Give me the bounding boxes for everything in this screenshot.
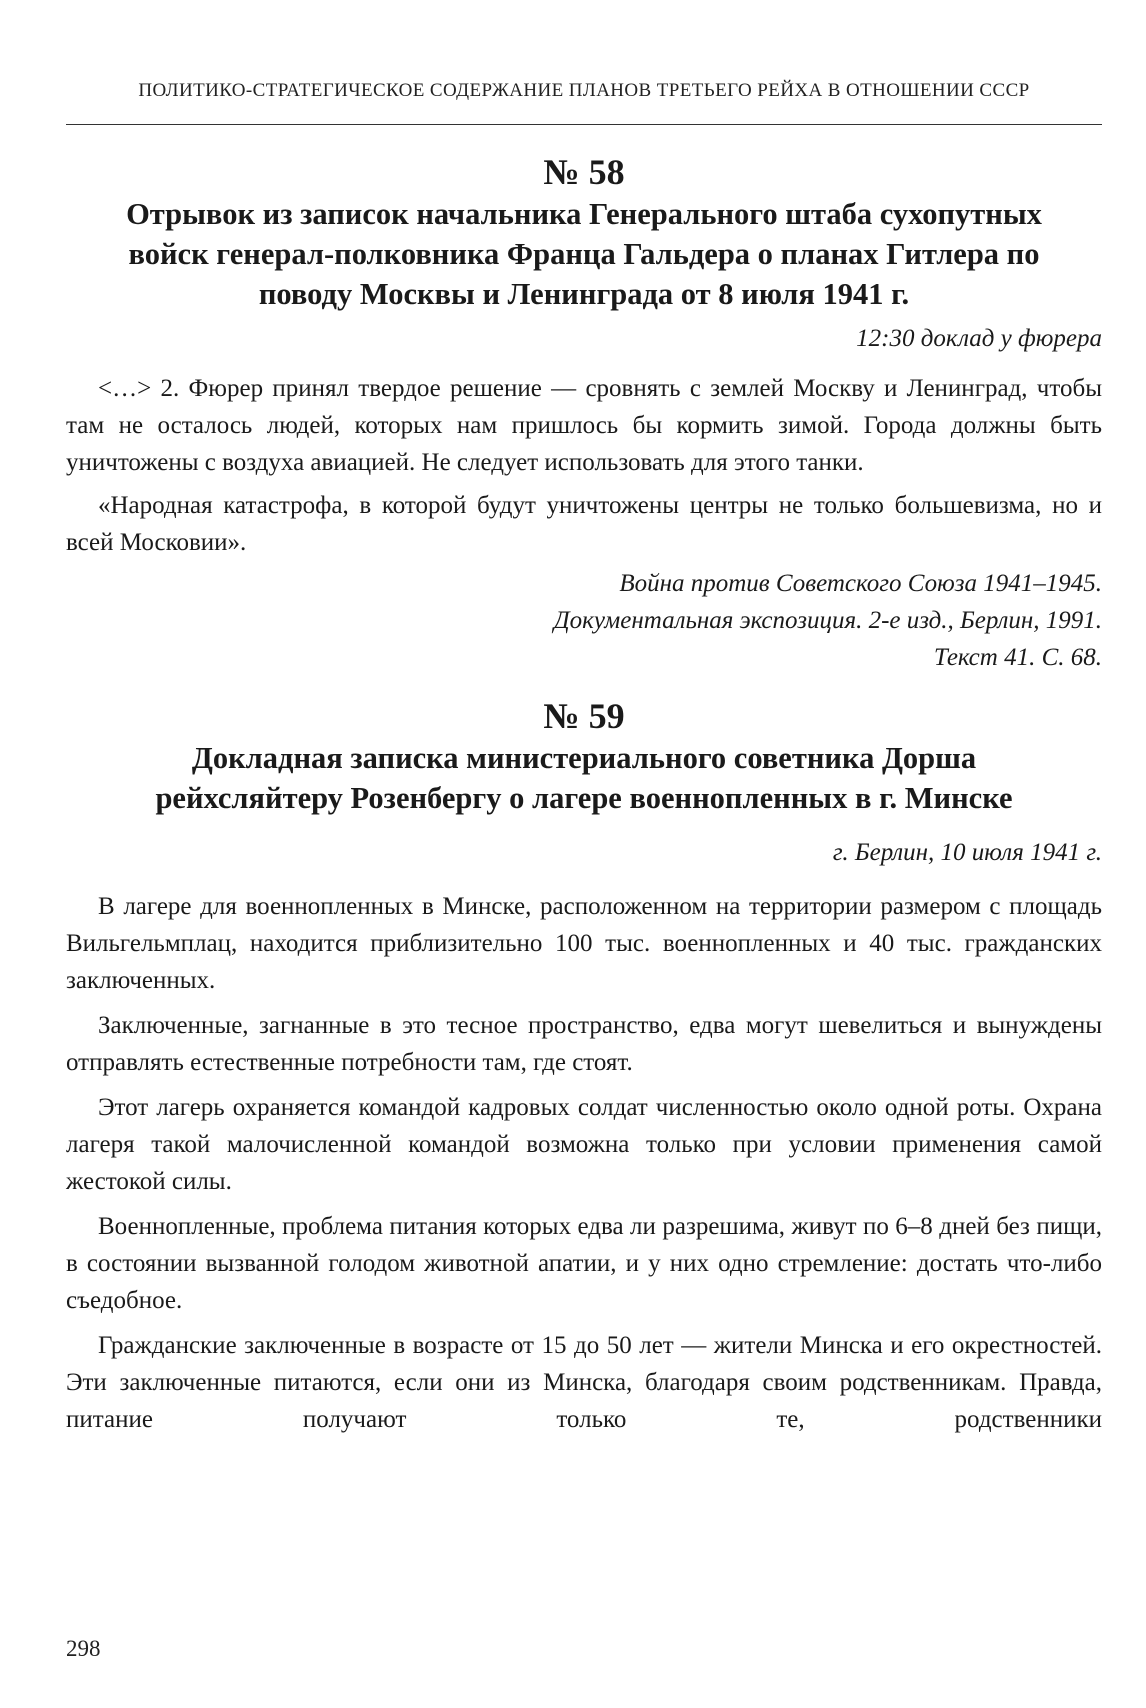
running-head: ПОЛИТИКО-СТРАТЕГИЧЕСКОЕ СОДЕРЖАНИЕ ПЛАНОВ ТРЕТЬЕГО РЕЙХА В ОТНОШЕНИИ СССР <box>138 80 1030 101</box>
body-paragraph: «Народная катастрофа, в которой будут уничтожены центры не только большевизма, но и всей Московии». <box>66 492 1102 556</box>
body-paragraph: Этот лагерь охраняется командой кадровых солдат численностью около одной роты. Охрана лагеря такой малочисленной командой возможна только при условии применения самой жестокой силы. <box>66 1094 1102 1195</box>
document-58 <box>66 150 1102 676</box>
document-number: № 58 <box>543 152 625 192</box>
document-number: № 59 <box>543 696 625 736</box>
document-title: Докладная записка министериального советника Дорша рейхсляйтеру Розенбергу о лагере военнопленных в г. Минске <box>155 741 1013 815</box>
document-dateline: 12:30 доклад у фюрера <box>856 325 1102 352</box>
document-dateline: г. Берлин, 10 июля 1941 г. <box>832 839 1102 866</box>
source-citation-line: Война против Советского Союза 1941–1945. <box>619 570 1102 597</box>
header-rule <box>66 124 1102 125</box>
source-citation-line: Текст 41. С. 68. <box>933 644 1102 671</box>
body-paragraph: В лагере для военнопленных в Минске, расположенном на территории размером с площадь Вильгельмплац, находится приблизительно 100 тыс. военнопленных и 40 тыс. гражданских заключенных. <box>66 893 1102 994</box>
document-title: Отрывок из записок начальника Генерального штаба сухопутных войск генерал-полковника Франца Гальдера о планах Гитлера по поводу Москвы и Ленинграда от 8 июля 1941 г. <box>126 197 1042 311</box>
page-number: 298 <box>66 1636 101 1661</box>
body-paragraph: Заключенные, загнанные в это тесное пространство, едва могут шевелиться и вынуждены отправлять естественные потребности там, где стоят. <box>66 1012 1102 1076</box>
document-59 <box>66 694 1102 1438</box>
body-paragraph: Гражданские заключенные в возрасте от 15 до 50 лет — жители Минска и его окрестностей. Эти заключенные питаются, если они из Минска, благодаря своим родственникам. Правда, питание получают только те, родственники <box>66 1332 1102 1433</box>
source-citation-line: Документальная экспозиция. 2-е изд., Берлин, 1991. <box>553 607 1102 634</box>
body-paragraph: <…> 2. Фюрер принял твердое решение — сровнять с землей Москву и Ленинград, чтобы там не осталось людей, которых нам пришлось бы кормить зимой. Города должны быть уничтожены с воздуха авиацией. Не следует использовать для этого танки. <box>66 375 1102 476</box>
body-paragraph: Военнопленные, проблема питания которых едва ли разрешима, живут по 6–8 дней без пищи, в состоянии вызванной голодом животной апатии, и у них одно стремление: достать что-либо съедобное. <box>66 1213 1102 1314</box>
page-content <box>66 150 1102 1438</box>
